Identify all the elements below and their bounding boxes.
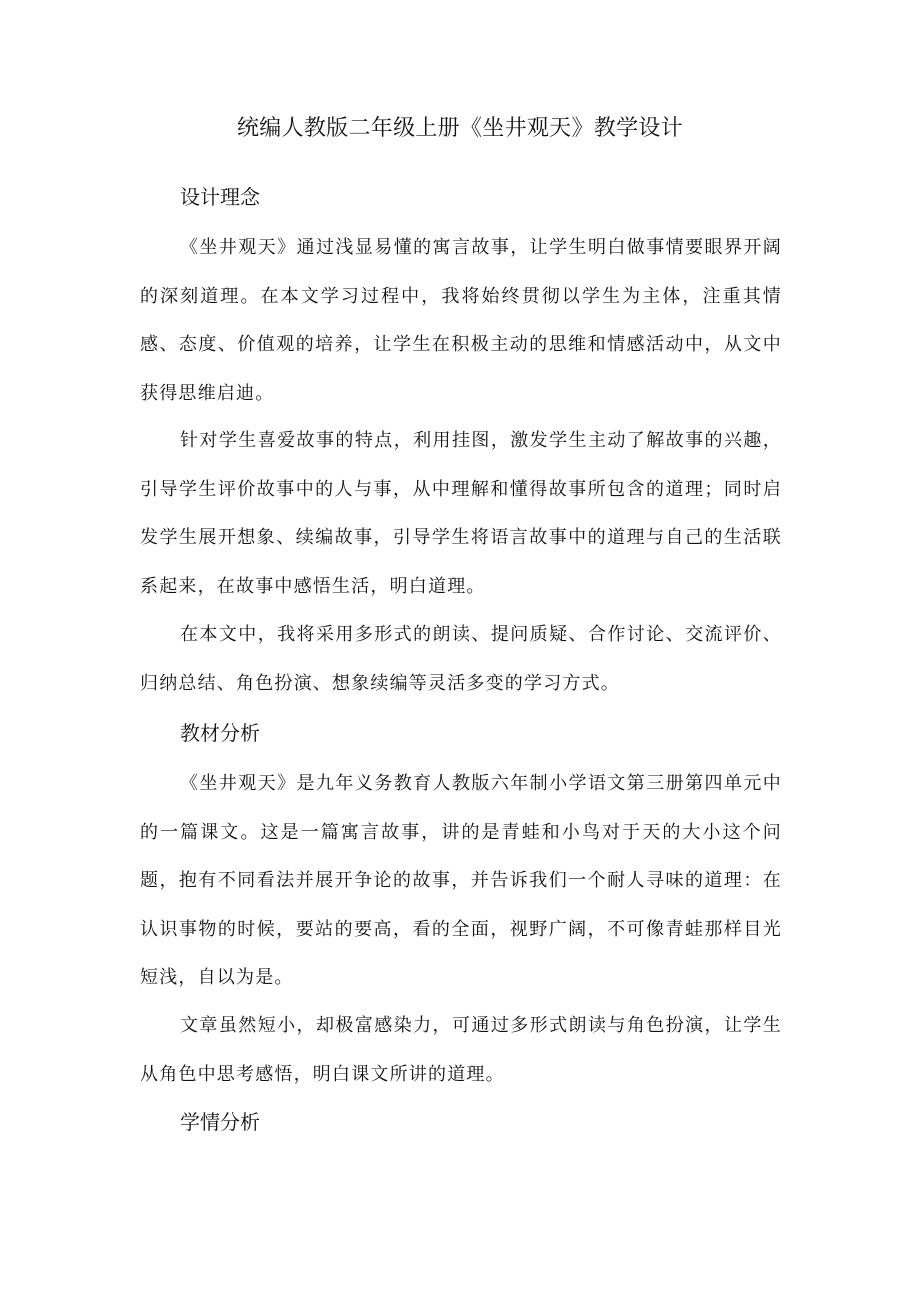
document-title: 统编人教版二年级上册《坐井观天》教学设计 (236, 116, 683, 141)
paragraph: 《坐井观天》通过浅显易懂的寓言故事，让学生明白做事情要眼界开阔的深刻道理。在本文学习过程中，我将始终贯彻以学生为主体，注重其情感、态度、价值观的培养，让学生在积极主动的思维和情感活动中，从文中获得思维启迪。 (140, 237, 782, 404)
paragraph: 在本文中，我将采用多形式的朗读、提问质疑、合作讨论、交流评价、归纳总结、角色扮演、想象续编等灵活多变的学习方式。 (140, 624, 782, 694)
section-heading-material-analysis: 教材分析 (180, 721, 260, 745)
section-heading-student-analysis: 学情分析 (180, 1110, 260, 1134)
paragraph: 文章虽然短小，却极富感染力，可通过多形式朗读与角色扮演，让学生从角色中思考感悟，明白课文所讲的道理。 (140, 1015, 782, 1085)
section-heading-design-concept: 设计理念 (180, 185, 260, 209)
paragraph: 针对学生喜爱故事的特点，利用挂图，激发学生主动了解故事的兴趣，引导学生评价故事中的人与事，从中理解和懂得故事所包含的道理；同时启发学生展开想象、续编故事，引导学生将语言故事中的道理与自己的生活联系起来，在故事中感悟生活，明白道理。 (140, 430, 782, 597)
paragraph: 《坐井观天》是九年义务教育人教版六年制小学语文第三册第四单元中的一篇课文。这是一篇寓言故事，讲的是青蛙和小鸟对于天的大小这个问题，抱有不同看法并展开争论的故事，并告诉我们一个耐人寻味的道理：在认识事物的时候，要站的要高，看的全面，视野广阔，不可像青蛙那样目光短浅，自以为是。 (140, 773, 782, 988)
